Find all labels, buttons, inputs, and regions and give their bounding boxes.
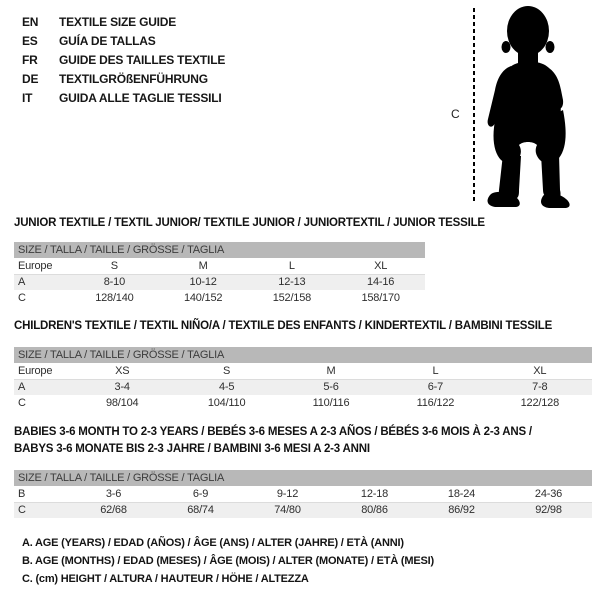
table-row: [14, 258, 425, 274]
table-cell: 86/92: [448, 504, 475, 516]
table-cell: XL: [374, 260, 388, 272]
row-label: A: [18, 381, 26, 393]
height-measure-line: [473, 8, 475, 203]
table-cell: 3-6: [105, 488, 122, 500]
table-row: [14, 363, 592, 379]
measurement-legend: [22, 534, 434, 588]
language-row: [22, 70, 225, 89]
babies-size-table: [14, 424, 592, 518]
language-title-list: [22, 13, 225, 108]
language-title: TEXTILE SIZE GUIDE: [59, 15, 177, 29]
table-cell: 68/74: [187, 504, 214, 516]
language-code: IT: [22, 91, 33, 105]
language-row: [22, 89, 225, 108]
row-label: C: [18, 292, 26, 304]
language-code: FR: [22, 53, 38, 67]
table-cell: 18-24: [447, 488, 476, 500]
table-row: [14, 502, 592, 518]
table-cell: 9-12: [276, 488, 299, 500]
size-header-bar: SIZE / TALLA / TAILLE / GRÖSSE / TAGLIA: [14, 470, 592, 486]
language-row: [22, 32, 225, 51]
table-cell: M: [326, 365, 336, 377]
table-cell: 104/110: [207, 397, 246, 409]
table-cell: 98/104: [105, 397, 139, 409]
table-row: [14, 379, 592, 395]
legend-line: A. AGE (YEARS) / EDAD (AÑOS) / ÂGE (ANS) / ALTER (JAHRE) / ETÀ (ANNI): [22, 537, 404, 549]
junior-size-table: [14, 215, 485, 306]
legend-line: C. (cm) HEIGHT / ALTURA / HAUTEUR / HÖHE / ALTEZZA: [22, 573, 309, 585]
table-cell: 74/80: [274, 504, 301, 516]
row-label: Europe: [18, 260, 53, 272]
row-label: C: [18, 504, 26, 516]
table-row: [14, 395, 592, 411]
table-cell: 152/158: [272, 292, 312, 304]
table-cell: 6-7: [427, 381, 444, 393]
table-cell: 5-6: [323, 381, 339, 393]
table-cell: 3-4: [114, 381, 130, 393]
legend-line: B. AGE (MONTHS) / EDAD (MESES) / ÂGE (MOIS) / ALTER (MONATE) / ETÀ (MESI): [22, 555, 434, 567]
table-cell: S: [110, 260, 118, 272]
table-row: [14, 486, 592, 502]
table-cell: 140/152: [183, 292, 223, 304]
table-cell: 7-8: [532, 381, 548, 393]
table-cell: 158/170: [361, 292, 400, 304]
table-cell: 128/140: [95, 292, 134, 304]
table-cell: 12-13: [278, 276, 306, 288]
table-cell: 12-18: [360, 488, 389, 500]
table-cell: 8-10: [103, 276, 125, 288]
table-cell: L: [288, 260, 295, 272]
table-cell: 110/116: [312, 397, 350, 409]
table-cell: 122/128: [520, 397, 560, 409]
height-label: C: [451, 107, 460, 121]
size-header-bar: SIZE / TALLA / TAILLE / GRÖSSE / TAGLIA: [14, 347, 592, 363]
row-label: B: [18, 488, 26, 500]
language-code: EN: [22, 15, 39, 29]
table-cell: 62/68: [100, 504, 127, 516]
table-cell: S: [223, 365, 231, 377]
table-title: BABYS 3-6 MONATE BIS 2-3 JAHRE / BAMBINI 3-6 MESI A 2-3 ANNI: [14, 443, 370, 455]
table-cell: 14-16: [367, 276, 395, 288]
table-cell: XL: [533, 365, 547, 377]
table-row: [14, 290, 425, 306]
table-row: [14, 274, 425, 290]
language-title: TEXTILGRÖßENFÜHRUNG: [59, 72, 208, 86]
table-title: BABIES 3-6 MONTH TO 2-3 YEARS / BEBÉS 3-6 MESES A 2-3 AÑOS / BÉBÉS 3-6 MOIS À 2-3 ANS /: [14, 426, 532, 438]
table-cell: 24-36: [534, 488, 563, 500]
row-label: A: [18, 276, 26, 288]
table-cell: 80/86: [361, 504, 388, 516]
row-label: Europe: [18, 365, 53, 377]
language-row: [22, 51, 225, 70]
table-title: CHILDREN'S TEXTILE / TEXTIL NIÑO/A / TEXTILE DES ENFANTS / KINDERTEXTIL / BAMBINI TESSILE: [14, 320, 553, 332]
table-cell: 10-12: [189, 276, 217, 288]
table-cell: 4-5: [218, 381, 235, 393]
table-cell: M: [198, 260, 208, 272]
baby-silhouette-icon: [483, 4, 583, 209]
size-header-bar: SIZE / TALLA / TAILLE / GRÖSSE / TAGLIA: [14, 242, 425, 258]
language-row: [22, 13, 225, 32]
language-code: ES: [22, 34, 38, 48]
table-cell: L: [432, 365, 439, 377]
row-label: C: [18, 397, 26, 409]
table-cell: XS: [115, 365, 130, 377]
language-title: GUÍA DE TALLAS: [59, 34, 156, 48]
table-title: JUNIOR TEXTILE / TEXTIL JUNIOR/ TEXTILE JUNIOR / JUNIORTEXTIL / JUNIOR TESSILE: [14, 217, 485, 229]
table-cell: 116/122: [416, 397, 455, 409]
table-cell: 6-9: [192, 488, 209, 500]
table-cell: 92/98: [535, 504, 562, 516]
children-size-table: [14, 318, 592, 411]
language-code: DE: [22, 72, 39, 86]
language-title: GUIDE DES TAILLES TEXTILE: [59, 53, 226, 67]
language-title: GUIDA ALLE TAGLIE TESSILI: [59, 91, 222, 105]
